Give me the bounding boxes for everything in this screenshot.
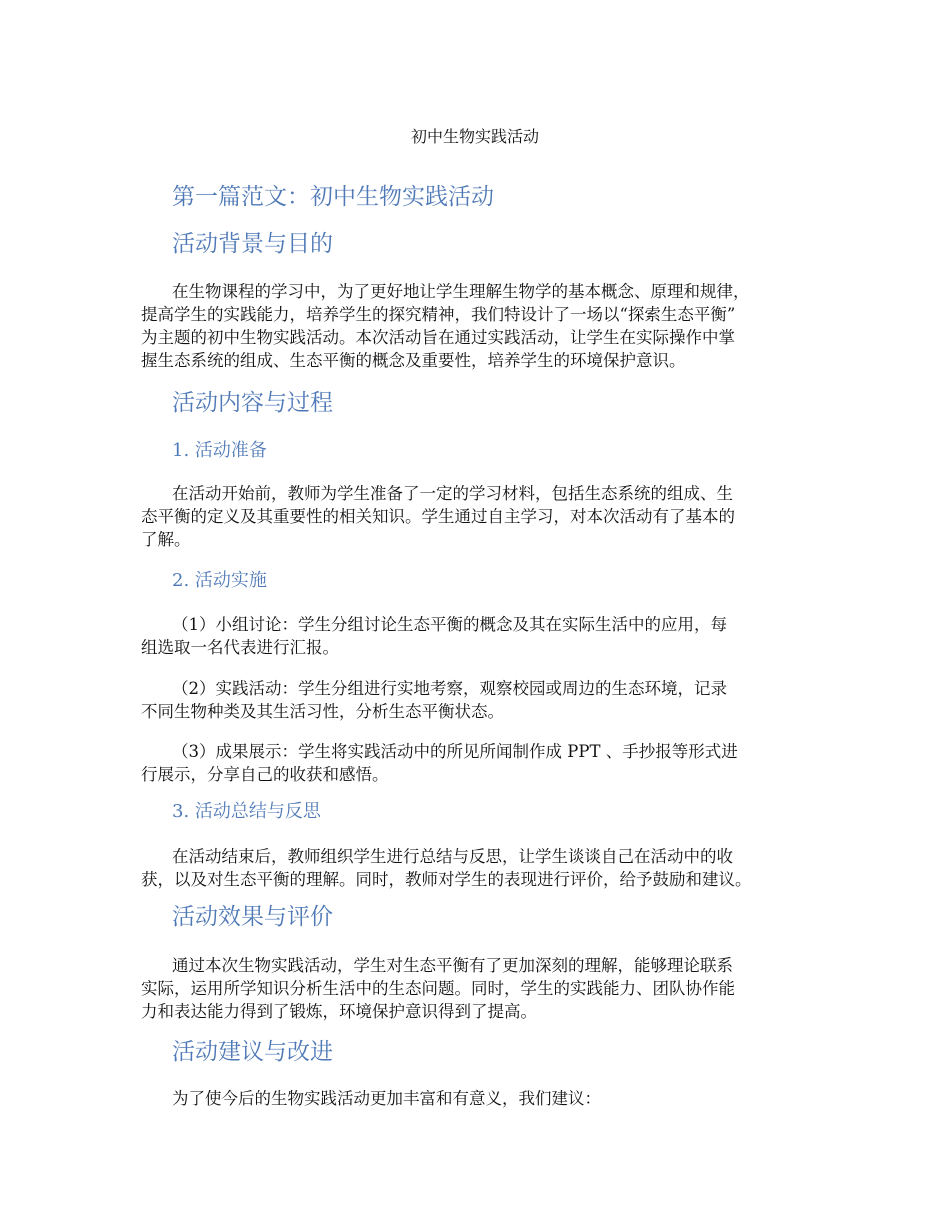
text-line: （2）实践活动：学生分组进行实地考察，观察校园或周边的生态环境，记录 [172,679,727,698]
text-line: 提高学生的实践能力，培养学生的探究精神，我们特设计了一场以“探索生态平衡” [141,305,736,324]
paragraph-item-1 [141,613,831,659]
document-title: 初中生物实践活动 [410,127,539,146]
section-heading-effect: 活动效果与评价 [172,904,333,930]
paragraph-preparation [141,482,831,551]
text-line: 力和表达能力得到了锻炼，环境保护意识得到了提高。 [141,1002,537,1021]
text-line: 在生物课程的学习中，为了更好地让学生理解生物学的基本概念、原理和规律， [172,282,750,301]
paragraph-effect [141,954,831,1023]
text-line: （3）成果展示：学生将实践活动中的所见所闻制作成 PPT 、手抄报等形式进 [172,742,738,761]
subheading-summary: 3. 活动总结与反思 [172,801,321,822]
text-line: 态平衡的定义及其重要性的相关知识。学生通过自主学习，对本次活动有了基本的 [141,507,735,526]
paragraph-suggestions [141,1087,831,1110]
subheading-preparation: 1. 活动准备 [172,440,267,461]
text-line: 为主题的初中生物实践活动。本次活动旨在通过实践活动，让学生在实际操作中掌 [141,328,735,347]
section-heading-content: 活动内容与过程 [172,390,333,416]
main-heading: 第一篇范文：初中生物实践活动 [172,184,494,210]
text-line: 在活动开始前，教师为学生准备了一定的学习材料，包括生态系统的组成、生 [172,484,733,503]
paragraph-background [141,280,831,372]
paragraph-summary [141,845,831,891]
text-line: 获，以及对生态平衡的理解。同时，教师对学生的表现进行评价，给予鼓励和建议。 [141,870,752,889]
text-line: 不同生物种类及其生活习性，分析生态平衡状态。 [141,702,504,721]
text-line: 握生态系统的组成、生态平衡的概念及重要性，培养学生的环境保护意识。 [141,351,686,370]
text-line: （1）小组讨论：学生分组讨论生态平衡的概念及其在实际生活中的应用，每 [172,615,727,634]
paragraph-item-3 [141,740,831,786]
text-line: 在活动结束后，教师组织学生进行总结与反思，让学生谈谈自己在活动中的收 [172,847,733,866]
text-line: 组选取一名代表进行汇报。 [141,638,339,657]
text-line: 通过本次生物实践活动，学生对生态平衡有了更加深刻的理解，能够理论联系 [172,956,733,975]
text-line: 行展示，分享自己的收获和感悟。 [141,765,389,784]
text-line: 实际，运用所学知识分析生活中的生态问题。同时，学生的实践能力、团队协作能 [141,979,735,998]
text-line: 为了使今后的生物实践活动更加丰富和有意义，我们建议： [172,1089,601,1108]
section-heading-background: 活动背景与目的 [172,231,333,257]
paragraph-item-2 [141,677,831,723]
section-heading-suggestions: 活动建议与改进 [172,1039,333,1065]
subheading-implementation: 2. 活动实施 [172,570,267,591]
text-line: 了解。 [141,530,191,549]
